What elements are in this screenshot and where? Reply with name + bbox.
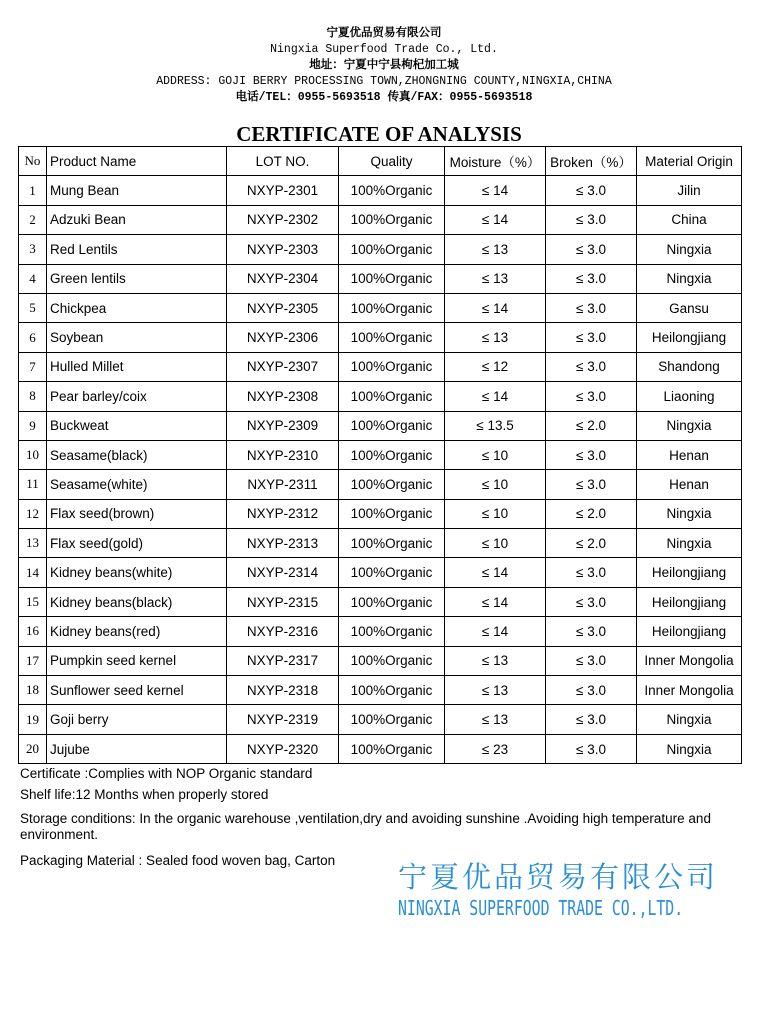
cell-lot-no: NXYP-2301 [227,176,339,205]
header-moisture: Moisture（%） [445,147,546,176]
cell-broken: ≤ 3.0 [546,382,637,411]
company-name-cn: 宁夏优品贸易有限公司 [326,27,442,40]
table-row [19,176,742,205]
header-quality: Quality [339,147,445,176]
cell-lot-no: NXYP-2315 [227,587,339,616]
contact-line: 电话/TEL：0955-5693518 传真/FAX：0955-5693518 [235,91,533,104]
table-row [19,235,742,264]
cell-material-origin: Ningxia [637,235,742,264]
cell-moisture: ≤ 10 [445,499,546,528]
cell-moisture: ≤ 13 [445,235,546,264]
cell-material-origin: Ningxia [637,529,742,558]
header-lot-no: LOT NO. [227,147,339,176]
cell-broken: ≤ 2.0 [546,411,637,440]
cell-product-name: Hulled Millet [47,352,227,381]
table-row [19,205,742,234]
cell-moisture: ≤ 14 [445,293,546,322]
cell-no: 3 [19,235,47,264]
cell-no: 8 [19,382,47,411]
cell-quality: 100%Organic [339,323,445,352]
cell-material-origin: Ningxia [637,411,742,440]
cell-no: 5 [19,293,47,322]
cell-moisture: ≤ 14 [445,558,546,587]
company-name-en: Ningxia Superfood Trade Co., Ltd. [270,43,498,56]
cell-lot-no: NXYP-2306 [227,323,339,352]
cell-quality: 100%Organic [339,470,445,499]
cell-product-name: Buckweat [47,411,227,440]
header-product-name: Product Name [47,147,227,176]
certificate-note: Certificate :Complies with NOP Organic standard [20,766,313,781]
cell-quality: 100%Organic [339,293,445,322]
cell-quality: 100%Organic [339,587,445,616]
cell-product-name: Adzuki Bean [47,205,227,234]
cell-moisture: ≤ 14 [445,176,546,205]
cell-broken: ≤ 3.0 [546,705,637,734]
cell-broken: ≤ 3.0 [546,734,637,763]
cell-product-name: Flax seed(brown) [47,499,227,528]
table-row [19,382,742,411]
cell-quality: 100%Organic [339,734,445,763]
stamp-text-en: NINGXIA SUPERFOOD TRADE CO.,LTD. [398,896,684,920]
cell-quality: 100%Organic [339,382,445,411]
cell-no: 20 [19,734,47,763]
cell-quality: 100%Organic [339,352,445,381]
cell-moisture: ≤ 13 [445,705,546,734]
cell-product-name: Red Lentils [47,235,227,264]
cell-moisture: ≤ 10 [445,440,546,469]
cell-lot-no: NXYP-2316 [227,617,339,646]
cell-lot-no: NXYP-2303 [227,235,339,264]
cell-quality: 100%Organic [339,617,445,646]
cell-lot-no: NXYP-2320 [227,734,339,763]
cell-no: 1 [19,176,47,205]
cell-product-name: Sunflower seed kernel [47,676,227,705]
cell-moisture: ≤ 13 [445,323,546,352]
cell-lot-no: NXYP-2314 [227,558,339,587]
table-row [19,646,742,675]
cell-lot-no: NXYP-2309 [227,411,339,440]
cell-moisture: ≤ 12 [445,352,546,381]
cell-no: 15 [19,587,47,616]
cell-broken: ≤ 2.0 [546,529,637,558]
cell-broken: ≤ 3.0 [546,293,637,322]
shelf-life-note: Shelf life:12 Months when properly stored [20,787,269,802]
cell-lot-no: NXYP-2308 [227,382,339,411]
table-row [19,558,742,587]
cell-broken: ≤ 3.0 [546,264,637,293]
company-stamp [398,858,719,920]
cell-no: 19 [19,705,47,734]
cell-lot-no: NXYP-2304 [227,264,339,293]
cell-broken: ≤ 3.0 [546,617,637,646]
cell-material-origin: Gansu [637,293,742,322]
cell-no: 17 [19,646,47,675]
table-row [19,617,742,646]
cell-material-origin: Heilongjiang [637,558,742,587]
table-row [19,587,742,616]
cell-moisture: ≤ 13 [445,646,546,675]
cell-lot-no: NXYP-2313 [227,529,339,558]
analysis-table [18,146,742,764]
document-title: CERTIFICATE OF ANALYSIS [236,122,522,146]
cell-lot-no: NXYP-2318 [227,676,339,705]
cell-broken: ≤ 3.0 [546,352,637,381]
cell-product-name: Soybean [47,323,227,352]
cell-broken: ≤ 3.0 [546,646,637,675]
cell-product-name: Jujube [47,734,227,763]
cell-material-origin: Henan [637,470,742,499]
cell-no: 13 [19,529,47,558]
table-row [19,734,742,763]
cell-product-name: Chickpea [47,293,227,322]
cell-product-name: Mung Bean [47,176,227,205]
cell-broken: ≤ 3.0 [546,587,637,616]
header-material-origin: Material Origin [637,147,742,176]
cell-broken: ≤ 3.0 [546,470,637,499]
table-row [19,411,742,440]
cell-no: 6 [19,323,47,352]
cell-quality: 100%Organic [339,176,445,205]
table-row [19,440,742,469]
cell-no: 18 [19,676,47,705]
table-row [19,323,742,352]
cell-material-origin: Heilongjiang [637,617,742,646]
cell-quality: 100%Organic [339,499,445,528]
cell-moisture: ≤ 14 [445,205,546,234]
cell-material-origin: China [637,205,742,234]
cell-quality: 100%Organic [339,411,445,440]
cell-product-name: Pear barley/coix [47,382,227,411]
cell-no: 14 [19,558,47,587]
cell-lot-no: NXYP-2319 [227,705,339,734]
cell-quality: 100%Organic [339,440,445,469]
cell-broken: ≤ 3.0 [546,235,637,264]
cell-broken: ≤ 3.0 [546,676,637,705]
table-header-row [19,147,742,176]
table-row [19,264,742,293]
cell-broken: ≤ 3.0 [546,440,637,469]
cell-no: 9 [19,411,47,440]
cell-product-name: Seasame(white) [47,470,227,499]
table-row [19,705,742,734]
packaging-note: Packaging Material : Sealed food woven bag, Carton [20,853,336,868]
cell-moisture: ≤ 13 [445,264,546,293]
stamp-text-cn: 宁夏优品贸易有限公司 [398,860,719,894]
cell-material-origin: Ningxia [637,264,742,293]
cell-no: 4 [19,264,47,293]
cell-broken: ≤ 3.0 [546,176,637,205]
cell-moisture: ≤ 23 [445,734,546,763]
cell-quality: 100%Organic [339,705,445,734]
cell-material-origin: Shandong [637,352,742,381]
cell-product-name: Flax seed(gold) [47,529,227,558]
table-row [19,529,742,558]
cell-material-origin: Liaoning [637,382,742,411]
cell-product-name: Goji berry [47,705,227,734]
cell-no: 12 [19,499,47,528]
cell-quality: 100%Organic [339,676,445,705]
cell-quality: 100%Organic [339,646,445,675]
cell-material-origin: Jilin [637,176,742,205]
cell-no: 7 [19,352,47,381]
table-row [19,352,742,381]
cell-lot-no: NXYP-2302 [227,205,339,234]
cell-material-origin: Ningxia [637,705,742,734]
cell-broken: ≤ 3.0 [546,558,637,587]
letterhead [0,26,768,106]
table-row [19,499,742,528]
cell-broken: ≤ 3.0 [546,323,637,352]
cell-material-origin: Heilongjiang [637,323,742,352]
cell-no: 16 [19,617,47,646]
cell-quality: 100%Organic [339,558,445,587]
storage-note: Storage conditions: In the organic warehouse ,ventilation,dry and avoiding sunshine .Avoiding high temperature and environment. [20,811,711,842]
table-row [19,293,742,322]
header-no: No [19,147,47,176]
cell-no: 11 [19,470,47,499]
cell-lot-no: NXYP-2317 [227,646,339,675]
table-row [19,676,742,705]
cell-product-name: Kidney beans(red) [47,617,227,646]
cell-material-origin: Inner Mongolia [637,676,742,705]
address-en: ADDRESS: GOJI BERRY PROCESSING TOWN,ZHONGNING COUNTY,NINGXIA,CHINA [156,75,612,88]
cell-lot-no: NXYP-2310 [227,440,339,469]
cell-material-origin: Henan [637,440,742,469]
cell-no: 2 [19,205,47,234]
header-broken: Broken（%） [546,147,637,176]
cell-lot-no: NXYP-2307 [227,352,339,381]
cell-moisture: ≤ 13.5 [445,411,546,440]
cell-moisture: ≤ 14 [445,587,546,616]
cell-material-origin: Heilongjiang [637,587,742,616]
cell-moisture: ≤ 14 [445,382,546,411]
cell-product-name: Green lentils [47,264,227,293]
cell-product-name: Kidney beans(black) [47,587,227,616]
address-cn: 地址：宁夏中宁县枸杞加工城 [309,59,459,72]
cell-broken: ≤ 2.0 [546,499,637,528]
cell-product-name: Pumpkin seed kernel [47,646,227,675]
cell-lot-no: NXYP-2312 [227,499,339,528]
cell-product-name: Kidney beans(white) [47,558,227,587]
table-row [19,470,742,499]
cell-material-origin: Inner Mongolia [637,646,742,675]
cell-moisture: ≤ 13 [445,676,546,705]
cell-quality: 100%Organic [339,235,445,264]
cell-quality: 100%Organic [339,205,445,234]
cell-no: 10 [19,440,47,469]
cell-moisture: ≤ 10 [445,529,546,558]
cell-quality: 100%Organic [339,264,445,293]
cell-moisture: ≤ 14 [445,617,546,646]
cell-broken: ≤ 3.0 [546,205,637,234]
cell-material-origin: Ningxia [637,499,742,528]
cell-lot-no: NXYP-2305 [227,293,339,322]
cell-product-name: Seasame(black) [47,440,227,469]
cell-material-origin: Ningxia [637,734,742,763]
cell-moisture: ≤ 10 [445,470,546,499]
notes-section [20,766,740,869]
cell-quality: 100%Organic [339,529,445,558]
cell-lot-no: NXYP-2311 [227,470,339,499]
